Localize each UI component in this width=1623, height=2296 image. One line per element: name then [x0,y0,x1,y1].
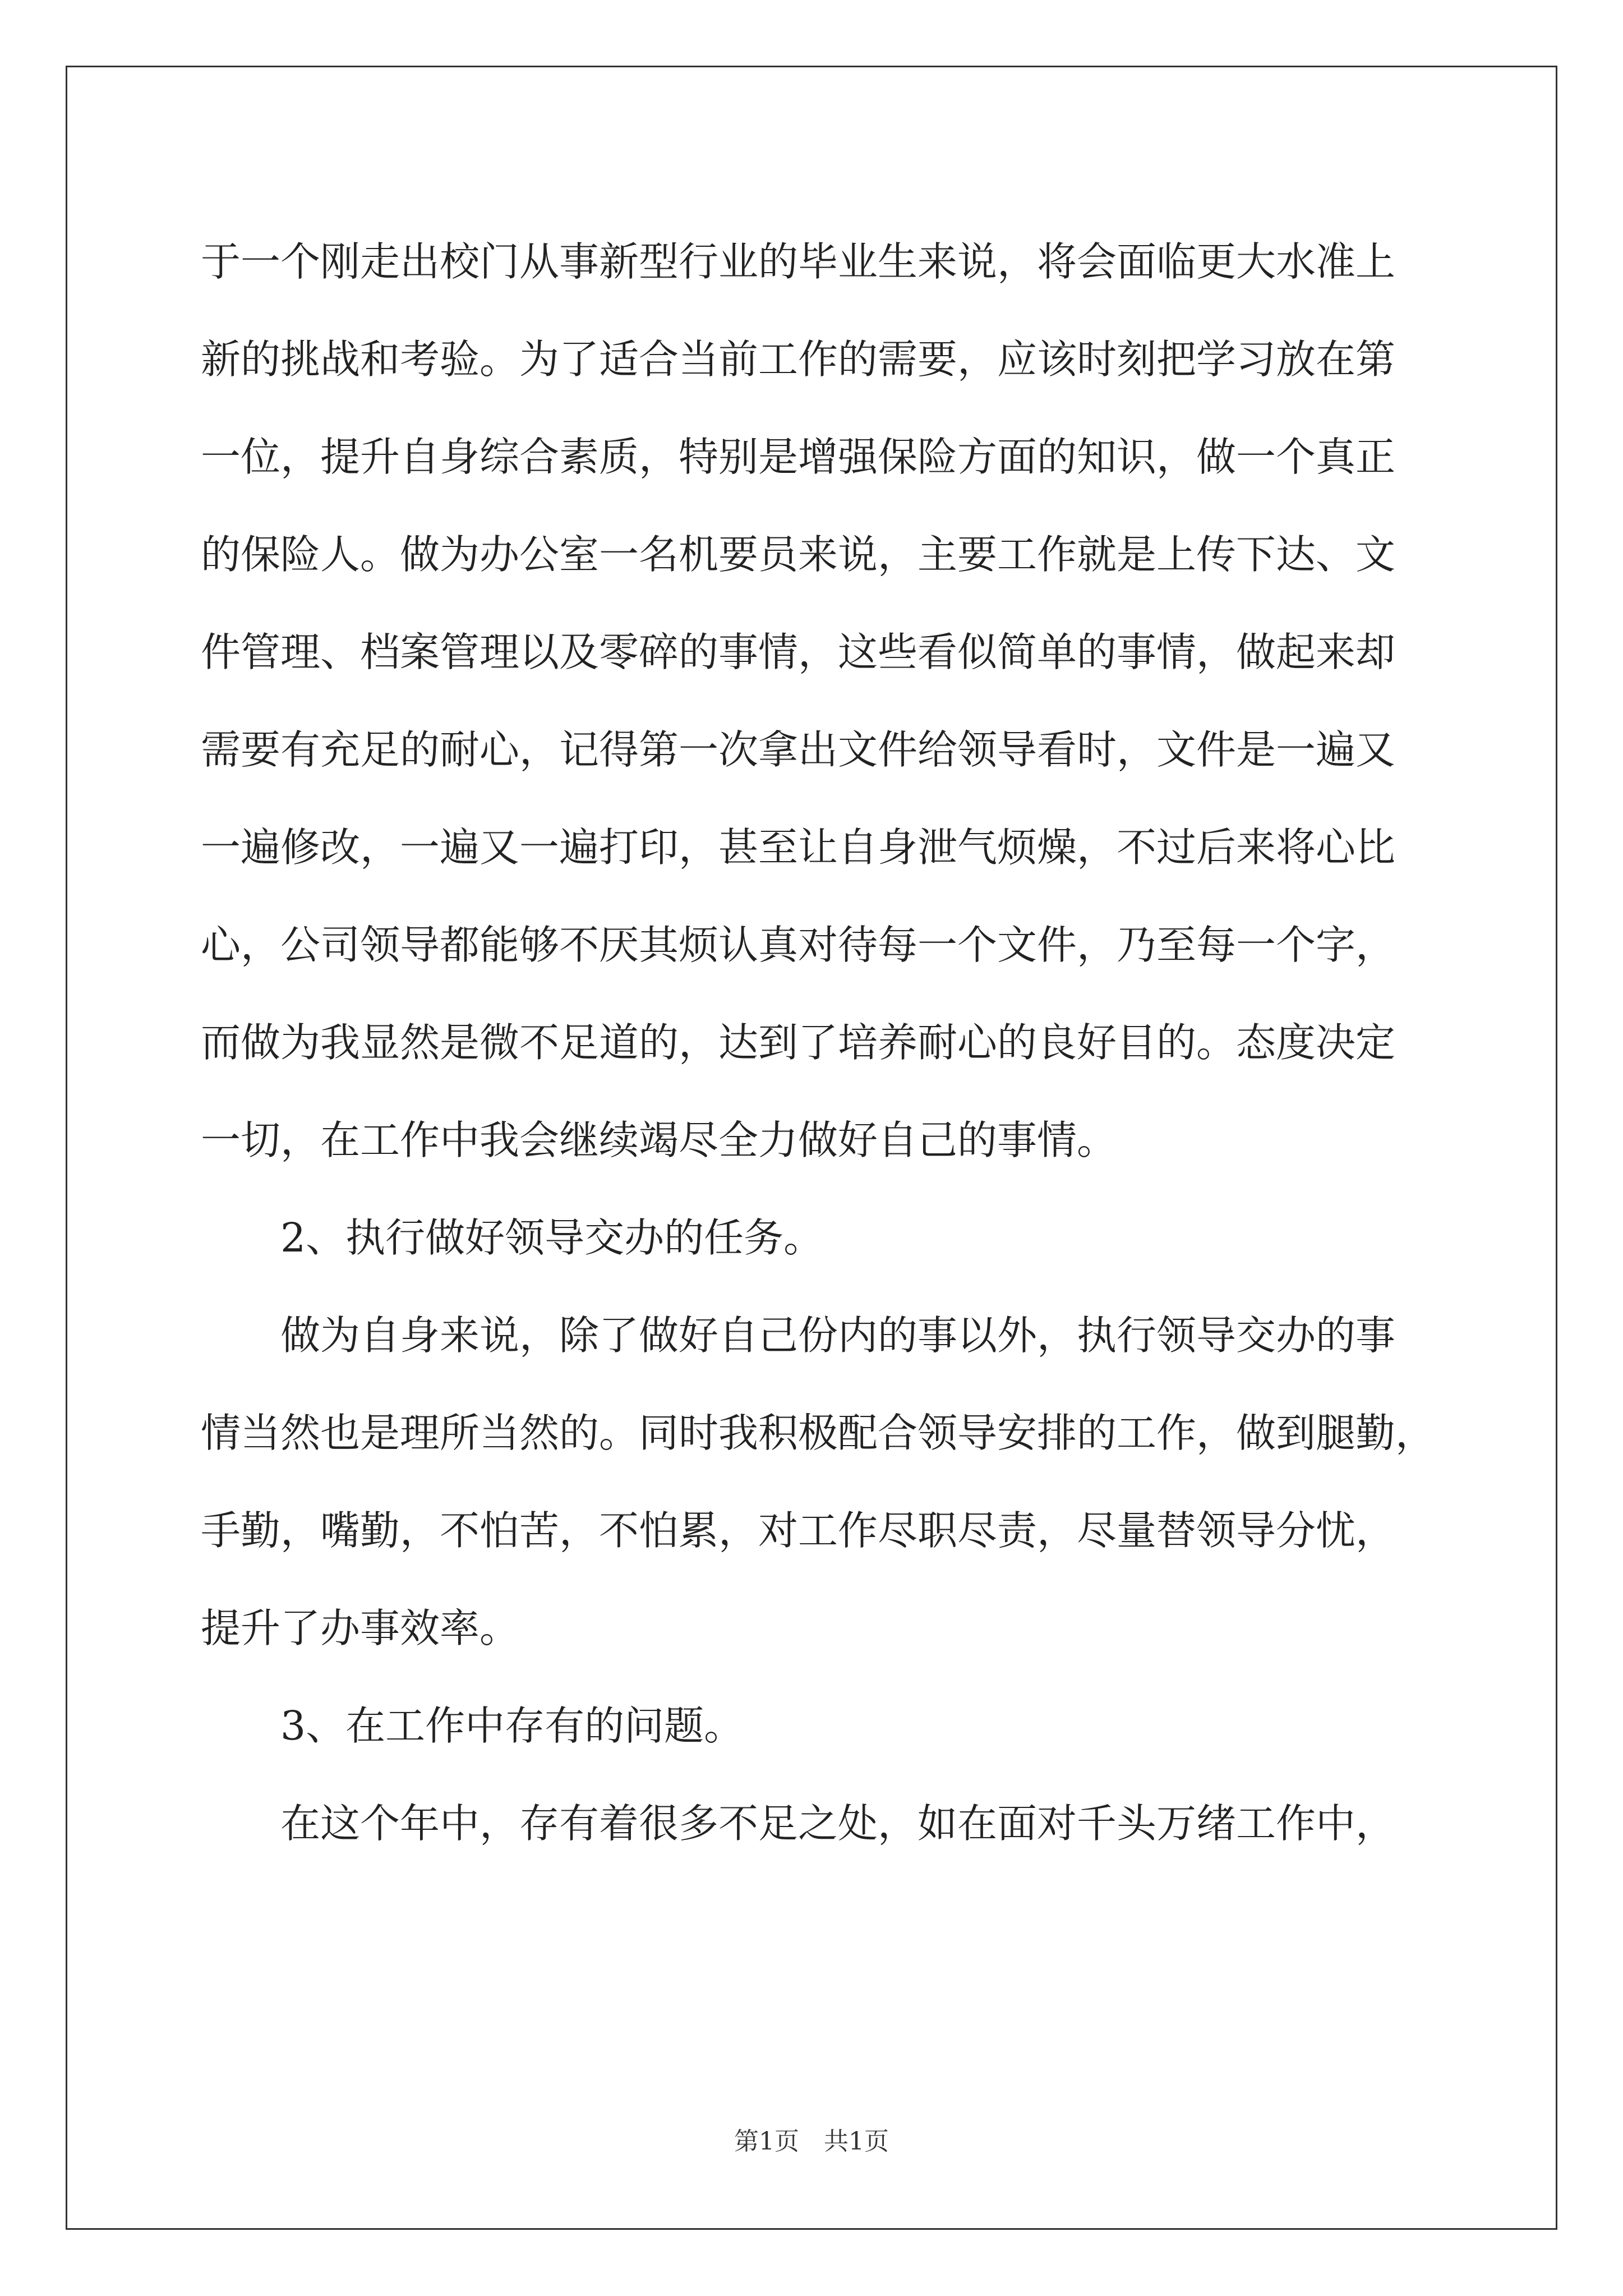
text-line: 心，公司领导都能够不厌其烦认真对待每一个文件，乃至每一个字， [201,922,1396,968]
text-line: 的保险人。做为办公室一名机要员来说，主要工作就是上传下达、文 [201,531,1396,578]
text-line: 3、在工作中存有的问题。 [280,1703,744,1749]
text-line: 件管理、档案管理以及零碎的事情，这些看似简单的事情，做起来却 [201,629,1396,675]
text-line: 做为自身来说，除了做好自己份内的事以外，执行领导交办的事 [280,1312,1396,1359]
text-line: 需要有充足的耐心，记得第一次拿出文件给领导看时，文件是一遍又 [201,726,1396,773]
text-line: 一位，提升自身综合素质，特别是增强保险方面的知识，做一个真正 [201,434,1396,480]
document-body [201,213,1463,1872]
text-line: 一遍修改，一遍又一遍打印，甚至让自身泄气烦燥，不过后来将心比 [201,824,1396,871]
text-line: 情当然也是理所当然的。同时我积极配合领导安排的工作，做到腿勤， [201,1410,1436,1456]
text-line: 新的挑战和考验。为了适合当前工作的需要，应该时刻把学习放在第 [201,336,1396,383]
text-line: 而做为我显然是微不足道的，达到了培养耐心的良好目的。态度决定 [201,1019,1396,1066]
text-line: 于一个刚走出校门从事新型行业的毕业生来说，将会面临更大水准上 [201,238,1396,285]
text-line: 2、执行做好领导交办的任务。 [280,1214,824,1261]
text-line: 一切，在工作中我会继续竭尽全力做好自己的事情。 [201,1117,1117,1163]
page-footer: 第1页 共1页 [734,2127,889,2156]
text-line: 手勤，嘴勤，不怕苦，不怕累，对工作尽职尽责，尽量替领导分忧， [201,1507,1396,1554]
text-line: 在这个年中，存有着很多不足之处，如在面对千头万绪工作中， [280,1800,1396,1847]
text-line: 提升了办事效率。 [201,1605,520,1651]
